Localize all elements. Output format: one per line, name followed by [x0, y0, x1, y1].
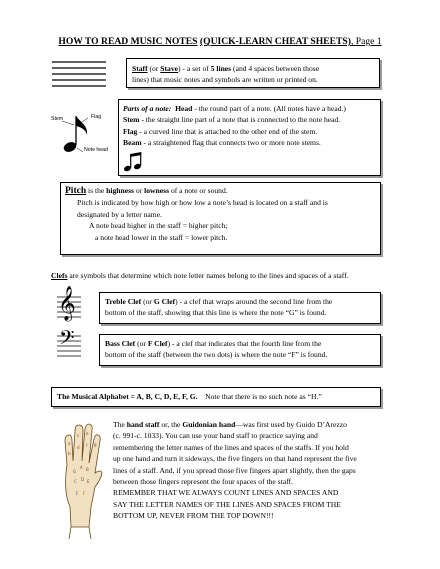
head-def: - the round part of a note. (All notes have a head.) — [192, 104, 346, 113]
title-sub: (QUICK-LEARN CHEAT SHEETS) — [199, 36, 351, 47]
bass-clef-term: Bass Clef — [105, 339, 136, 348]
staff-count: 5 lines — [210, 64, 232, 73]
svg-text:A: A — [80, 465, 83, 470]
g-clef-term: G Clef — [153, 297, 176, 306]
note-parts-heading: Parts of a note: — [123, 104, 172, 113]
note-parts-box — [118, 99, 381, 176]
musical-alphabet-text — [57, 391, 379, 402]
hand-p1-b: or, the — [159, 420, 183, 429]
pitch-line5: a note head lower in the staff = lower pitch. — [95, 232, 228, 242]
treble-clef-icon: 𝄞 — [58, 286, 76, 321]
staff-dash: - a set of — [180, 64, 211, 73]
pitch-box — [60, 182, 381, 255]
guidonian-hand-illustration — [57, 421, 103, 539]
staff-lines-illustration — [52, 60, 106, 90]
treble-def1: - a clef that wraps around the second line from the — [177, 297, 333, 306]
svg-text:D: D — [81, 477, 85, 482]
note-parts-text — [123, 103, 379, 149]
f-clef-term: F Clef — [147, 339, 168, 348]
staff-definition-box — [126, 58, 380, 88]
stem-label: Stem — [51, 116, 64, 122]
flag-def: - a curved line that is attached to the other end of the stem. — [137, 126, 318, 136]
pitch-line2: Pitch is indicated by how high or how low a note’s head is located on a staff and is — [77, 198, 328, 208]
treble-or: (or — [141, 297, 154, 306]
hand-staff-term: hand staff — [126, 420, 160, 429]
bass-clef-box — [99, 334, 381, 366]
flag-term: Flag — [123, 126, 138, 136]
pitch-intro: is the — [86, 186, 107, 195]
pitch-text — [65, 185, 379, 243]
pitch-line3: designated by a letter name. — [77, 209, 162, 219]
svg-text:g: g — [94, 442, 97, 447]
svg-text:d: d — [77, 445, 80, 450]
title-main: HOW TO READ MUSIC NOTES — [58, 36, 198, 47]
title-page: , Page 1 — [350, 36, 382, 47]
clefs-term: Clefs — [51, 271, 68, 280]
treble-close: ) — [175, 297, 178, 306]
beamed-notes-icon — [123, 152, 143, 172]
note-head-label: Note head — [84, 147, 108, 153]
head-term: Head — [175, 104, 193, 113]
bass-def2: bottom of the staff (between the two dots) is where the note “F” is found. — [105, 350, 328, 360]
lowness-term: lowness — [144, 186, 170, 195]
svg-text:a: a — [68, 441, 71, 446]
hand-line-5: between those fingers represent the four spaces of the staff. — [113, 477, 293, 487]
flag-label: Flag — [91, 114, 102, 120]
staff-term: Staff — [132, 64, 148, 73]
hand-p1-c: —was first used by Guido D’Arezzo — [235, 420, 347, 429]
note-flag-shape — [76, 116, 87, 135]
guidonian-hand-term: Guidonian hand — [182, 420, 236, 429]
musical-alphabet-label: The Musical Alphabet = A, B, C, D, E, F, G. — [57, 392, 198, 401]
hand-p1-a: The — [113, 420, 127, 429]
pitch-term: Pitch — [65, 186, 87, 196]
svg-text:C: C — [74, 479, 77, 484]
treble-def2: bottom of the staff, showing that this line is where the note “G” is found. — [105, 308, 327, 318]
hand-staff-paragraph — [113, 419, 391, 522]
highness-term: highness — [106, 186, 135, 195]
staff-paren: (or — [147, 64, 161, 73]
svg-text:b: b — [68, 451, 71, 456]
clefs-intro — [51, 270, 391, 281]
beam-def: - a straightened flag that connects two or more note stems. — [141, 138, 321, 148]
svg-text:f: f — [86, 443, 88, 448]
no-h-note: Note that there is no such note as “H.” — [205, 392, 322, 401]
pitch-line4: A note head higher in the staff = higher pitch; — [89, 221, 228, 231]
hand-line-3: up one hand and turn it sideways, the five fingers on that hand represent the five — [113, 454, 357, 464]
pitch-intro-end: of a note or sound. — [169, 186, 228, 195]
svg-text:F: F — [76, 491, 79, 496]
hand-line-1: (c. 991-c. 1033). You can use your hand staff to practice saying and — [113, 431, 318, 441]
hand-caps-1: REMEMBER THAT WE ALWAYS COUNT LINES AND SPACES AND — [113, 488, 339, 498]
staff-paren-close: ) — [177, 64, 181, 73]
bass-or: (or — [135, 339, 148, 348]
staff-def-rest: (and 4 spaces between those — [231, 64, 320, 73]
hand-line-2: remembering the letter names of the lines and spaces of the staffs. If you hold — [113, 442, 349, 452]
beam-term: Beam — [123, 138, 142, 148]
staff-definition — [132, 63, 377, 86]
bass-close: ) — [167, 339, 171, 348]
bass-clef-text — [105, 338, 377, 361]
bass-clef-icon: 𝄢 — [59, 326, 75, 354]
stave-term: Stave — [160, 64, 178, 73]
hand-caps-3: BOTTOM UP, NEVER FROM THE TOP DOWN!!! — [113, 511, 274, 521]
hand-line-4: lines of a staff. And, if you spread those five fingers apart slightly, then the gaps — [113, 465, 356, 475]
treble-clef-box — [99, 292, 381, 324]
svg-text:Γ: Γ — [83, 491, 86, 496]
hand-caps-2: SAY THE LETTER NAMES OF THE LINES AND SPACES FROM THE — [113, 499, 341, 509]
page-title — [0, 36, 440, 47]
musical-alphabet-box — [51, 387, 381, 407]
svg-text:G: G — [73, 469, 77, 474]
staff-def-line2: lines) that music notes and symbols are written or printed on. — [132, 75, 318, 85]
svg-text:c: c — [77, 433, 80, 438]
stem-term: Stem — [123, 115, 140, 125]
pitch-or: or — [134, 186, 145, 195]
svg-text:e: e — [86, 431, 89, 436]
treble-clef-term: Treble Clef — [105, 297, 142, 306]
treble-clef-text — [105, 296, 377, 319]
svg-text:E: E — [87, 479, 90, 484]
bass-def1: - a clef that indicates that the fourth line from the — [170, 339, 322, 348]
stem-def: - the straight line part of a note that is connected to the note head. — [139, 115, 341, 125]
clefs-intro-text: are symbols that determine which note letter names belong to the lines and spaces of a staff. — [67, 271, 349, 280]
svg-text:B: B — [86, 467, 89, 472]
